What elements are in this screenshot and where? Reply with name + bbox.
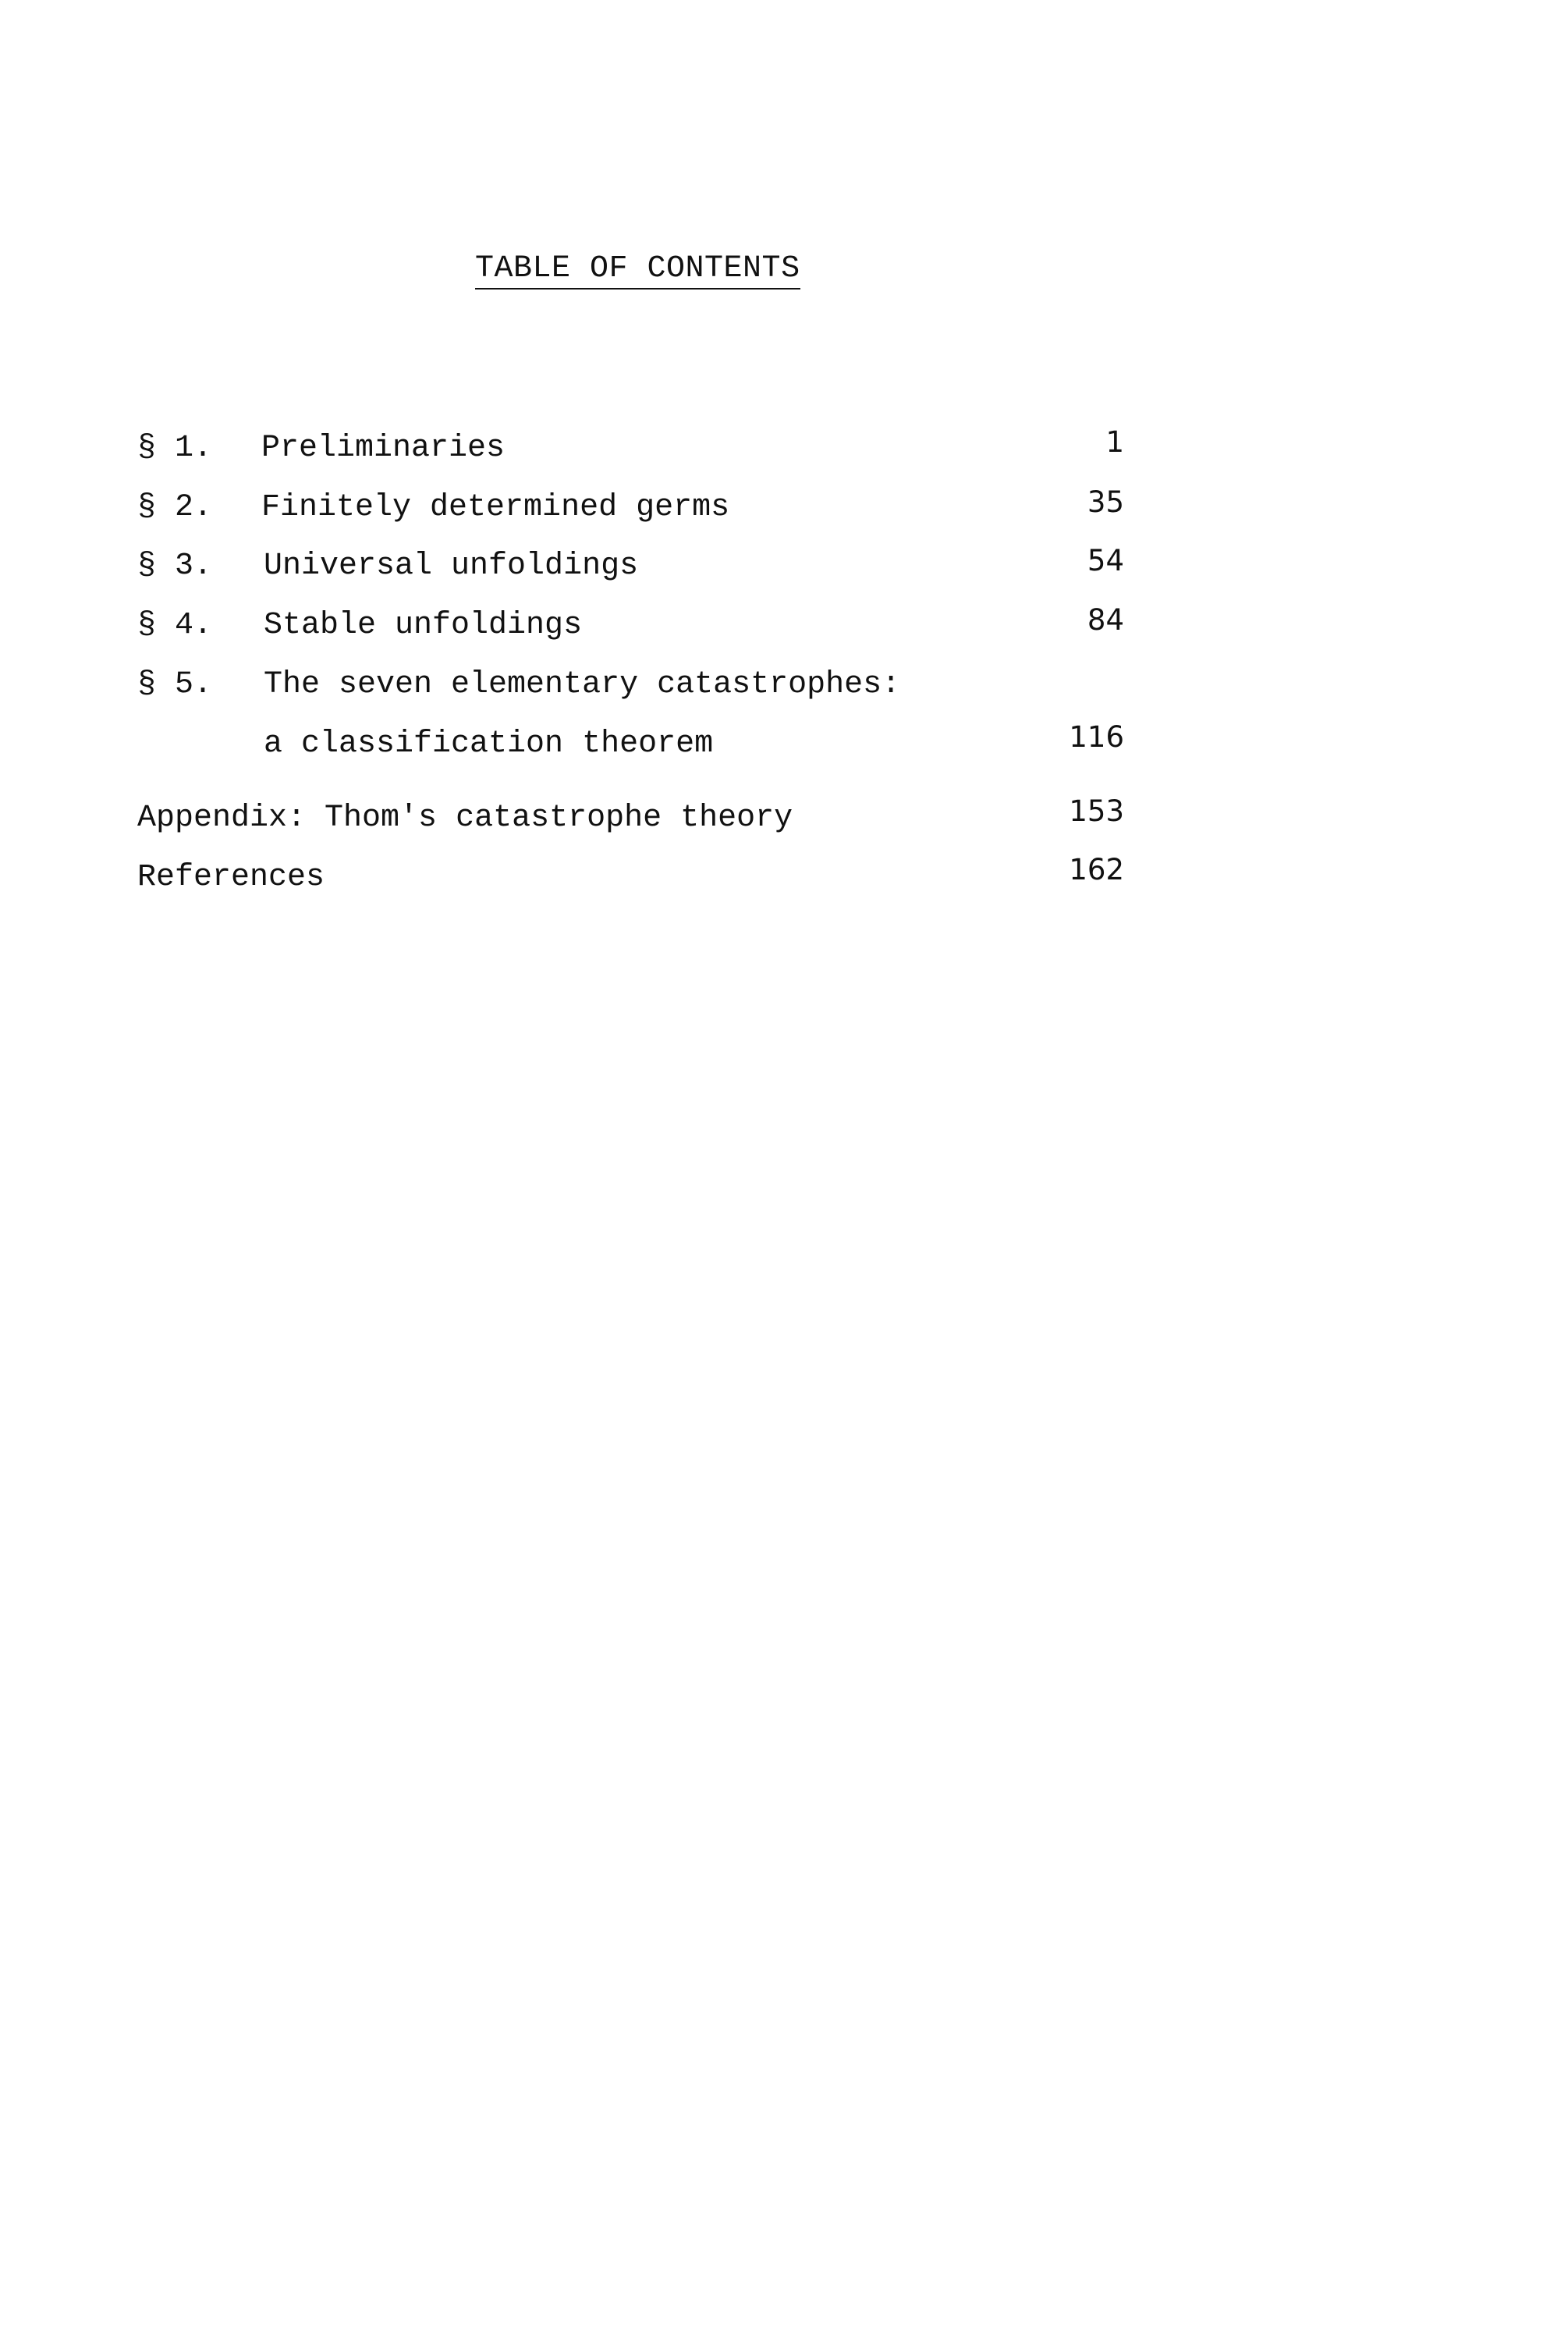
section-title: Preliminaries [261, 431, 506, 466]
page-number: 153 [1069, 794, 1124, 828]
section-title: Universal unfoldings [264, 549, 639, 584]
section-marker: § 4. [137, 608, 213, 643]
page-number: 116 [1069, 720, 1124, 754]
section-marker: § 3. [137, 549, 213, 584]
references-title: References [137, 860, 325, 895]
page-number: 54 [1087, 544, 1124, 577]
section-marker: § 2. [137, 490, 213, 525]
section-marker: § 1. [137, 431, 213, 466]
section-marker: § 5. [137, 667, 213, 702]
section-title-continuation: a classification theorem [264, 726, 714, 762]
section-title: The seven elementary catastrophes: [264, 667, 901, 702]
section-title: Finitely determined germs [261, 490, 730, 525]
page-number: 1 [1105, 425, 1124, 459]
section-title: Stable unfoldings [264, 608, 583, 643]
page-number: 35 [1087, 485, 1124, 519]
appendix-title: Appendix: Thom's catastrophe theory [137, 801, 793, 836]
page-number: 84 [1087, 603, 1124, 637]
toc-title: TABLE OF CONTENTS [475, 251, 800, 290]
page-number: 162 [1069, 853, 1124, 886]
